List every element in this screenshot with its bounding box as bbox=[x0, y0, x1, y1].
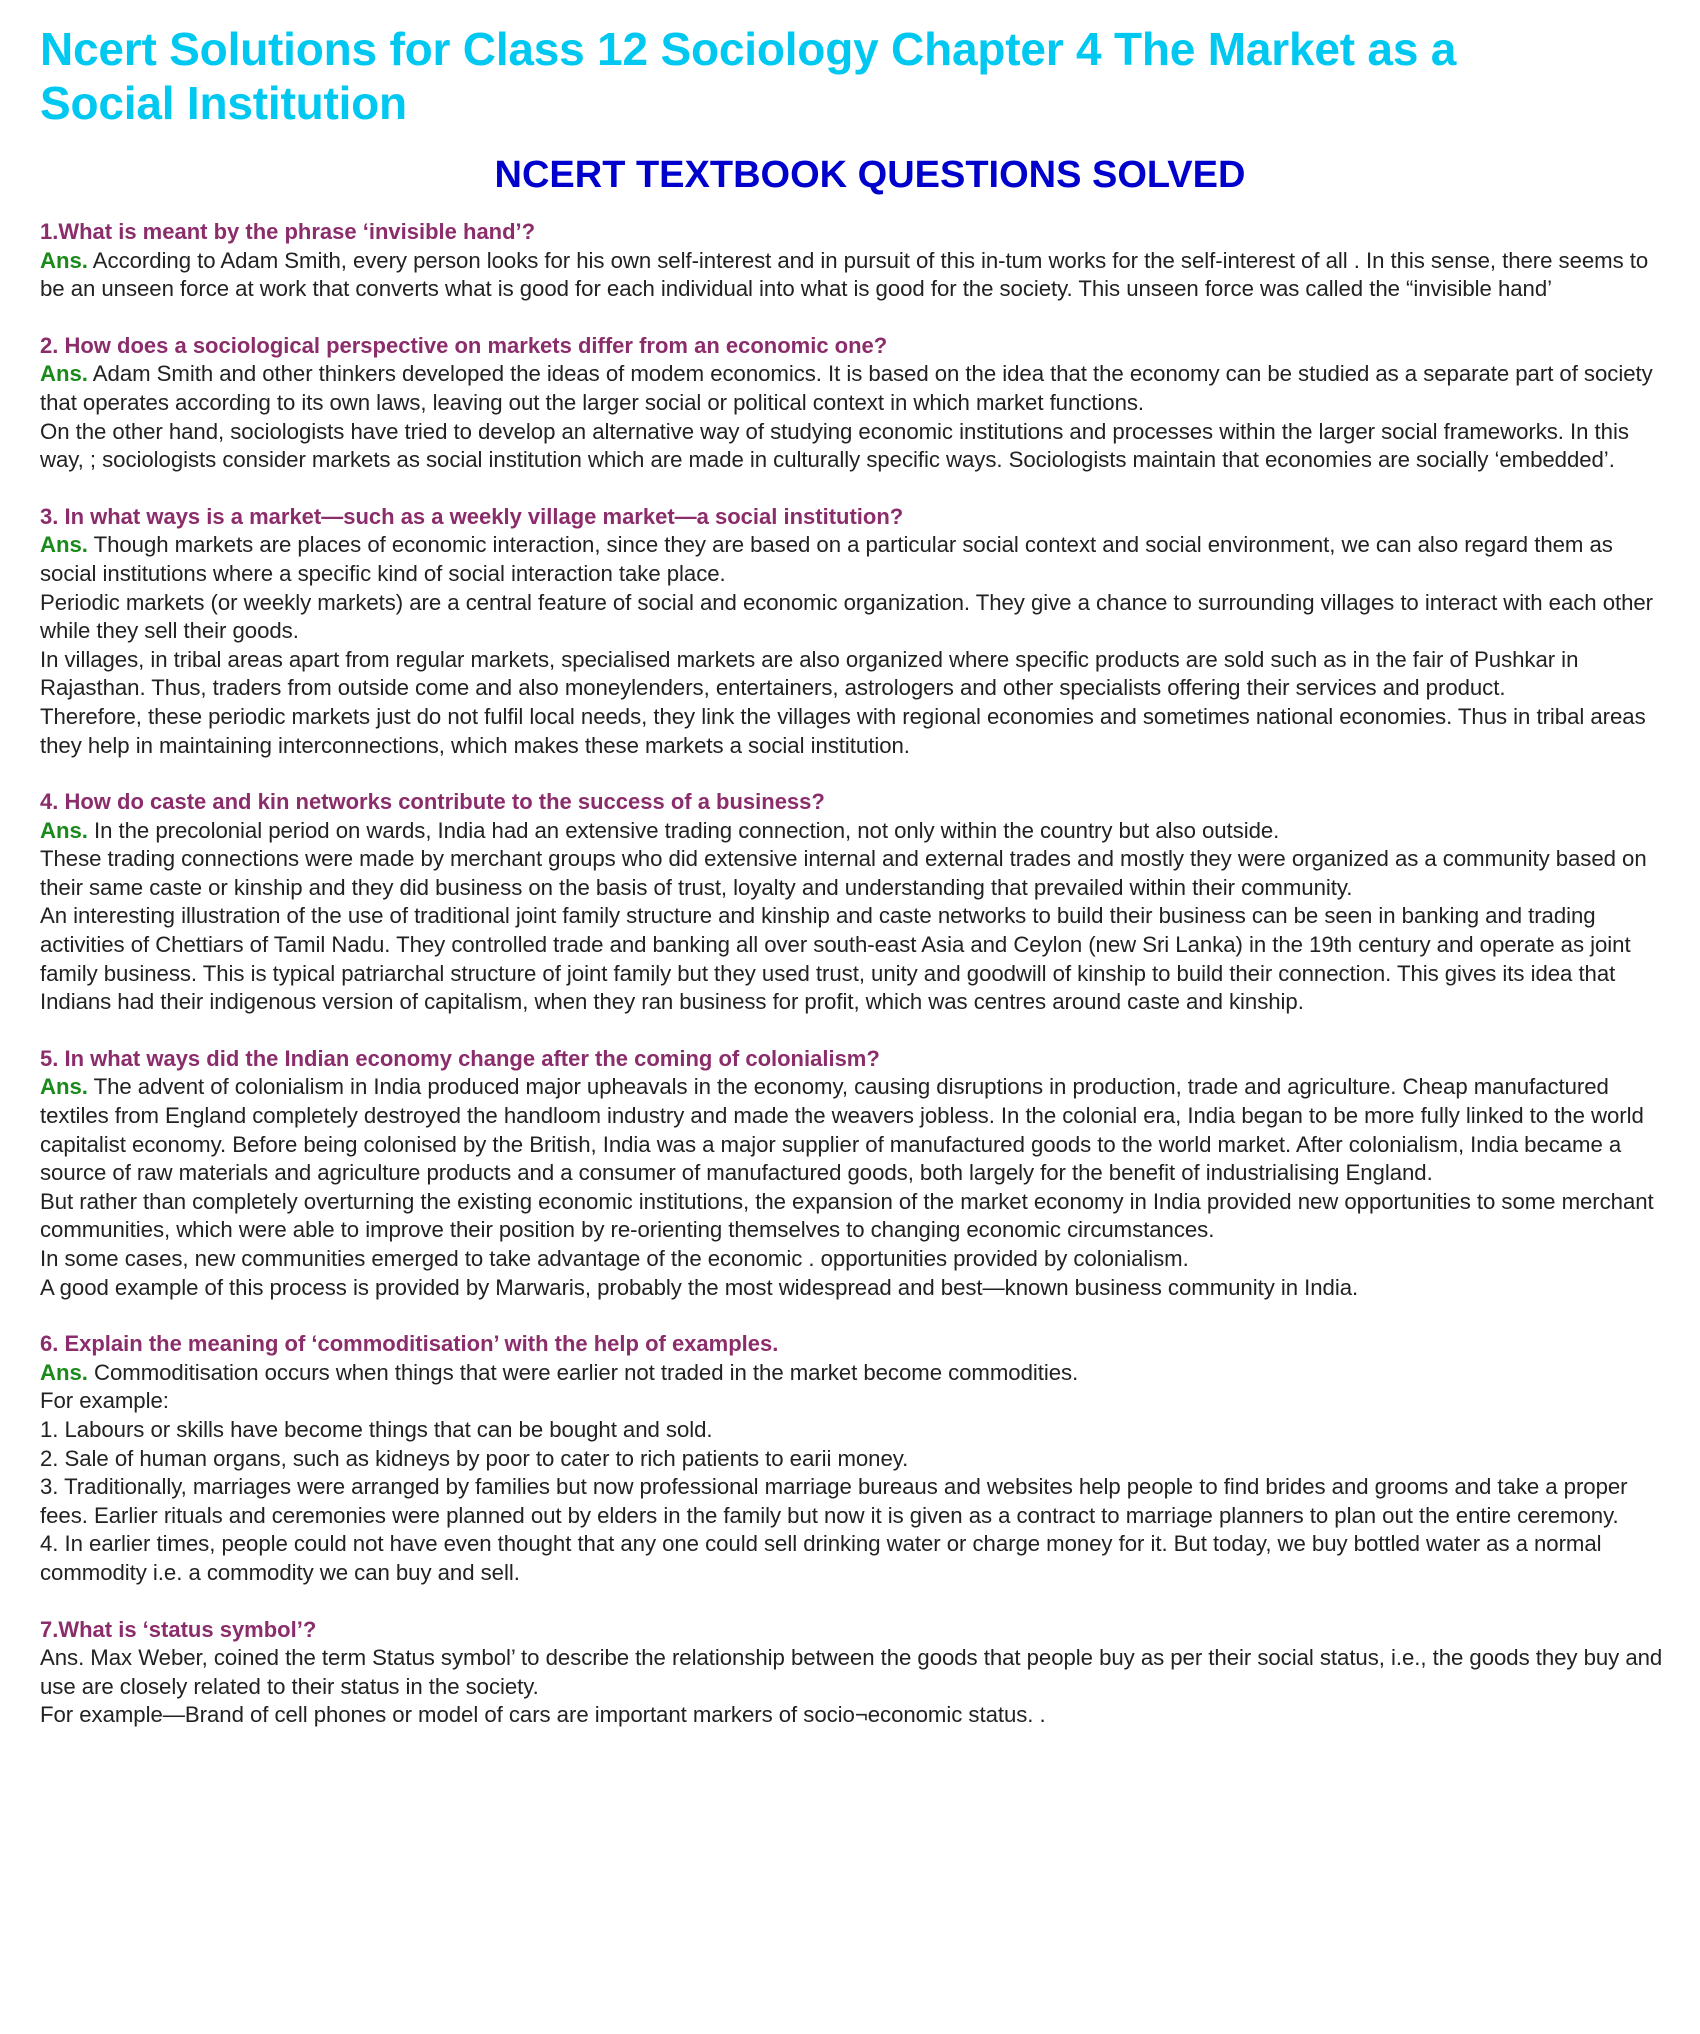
answer-label: Ans. bbox=[40, 1359, 88, 1385]
answer-paragraph: A good example of this process is provided by Marwaris, probably the most widespread and best—known business community in India. bbox=[40, 1274, 1359, 1300]
answer-paragraph: On the other hand, sociologists have tried to develop an alternative way of studying economic institutions and processes within the larger social frameworks. In this way, ; sociologists consider markets as social institution which are made in culturally specific ways. Sociologists maintain that economies are socially ‘embedded’. bbox=[40, 418, 1629, 473]
document-page bbox=[40, 22, 1670, 1758]
qa-item-7 bbox=[40, 1616, 1670, 1730]
answer-text bbox=[40, 1073, 1670, 1187]
answer-label: Ans. bbox=[40, 247, 88, 273]
answer-first-paragraph: In the precolonial period on wards, India had an extensive trading connection, not only within the country but also outside. bbox=[87, 817, 1280, 843]
answer-paragraph: In villages, in tribal areas apart from regular markets, specialised markets are also organized where specific products are sold such as in the fair of Pushkar in Rajasthan. Thus, traders from outside come and also moneylenders, entertainers, astrologers and other specialists offering their services and product. bbox=[40, 646, 1579, 701]
answer-paragraph: But rather than completely overturning the existing economic institutions, the expansion of the market economy in India provided new opportunities to some merchant communities, which were able to improve their position by re-orienting themselves to changing economic circumstances. bbox=[40, 1188, 1654, 1243]
answer-list-item: 4. In earlier times, people could not have even thought that any one could sell drinking water or charge money for it. But today, we buy bottled water as a normal commodity i.e. a commodity we can buy and sell. bbox=[40, 1531, 1602, 1585]
answer-first-paragraph: Though markets are places of economic interaction, since they are based on a particular social context and social environment, we can also regard them as social institutions where a specific kind of social interaction take place. bbox=[40, 532, 1613, 586]
answer-first-paragraph: The advent of colonialism in India produced major upheavals in the economy, causing disruptions in production, trade and agriculture. Cheap manufactured textiles from England completely destroyed the handloom industry and made the weavers jobless. In the colonial era, India began to be more fully linked to the world capitalist economy. Before being colonised by the British, India was a major supplier of manufactured goods to the world market. After colonialism, India became a source of raw materials and agriculture products and a consumer of manufactured goods, both largely for the benefit of industrialising England. bbox=[40, 1074, 1644, 1186]
question-text: 7.What is ‘status symbol’? bbox=[40, 1616, 317, 1642]
answer-paragraph: For example—Brand of cell phones or model of cars are important markers of socio¬economic status. . bbox=[40, 1702, 1046, 1728]
qa-item-2 bbox=[40, 332, 1670, 475]
answer-list-item: 2. Sale of human organs, such as kidneys by poor to cater to rich patients to earii money. bbox=[40, 1445, 909, 1471]
qa-item-3 bbox=[40, 503, 1670, 760]
answer-text: Ans. Max Weber, coined the term Status symbol’ to describe the relationship between the goods that people buy as per their social status, i.e., the goods they buy and use are closely related to their status in the society. bbox=[40, 1645, 1663, 1699]
question-text: 3. In what ways is a market—such as a weekly village market—a social institution? bbox=[40, 503, 904, 529]
question-text: 2. How does a sociological perspective on markets differ from an economic one? bbox=[40, 332, 888, 358]
question-text: 5. In what ways did the Indian economy change after the coming of colonialism? bbox=[40, 1045, 880, 1071]
answer-label: Ans. bbox=[40, 1074, 88, 1100]
page-title bbox=[40, 22, 1670, 130]
answer-text bbox=[40, 1359, 1670, 1388]
answer-list-item: 3. Traditionally, marriages were arranged by families but now professional marriage bureaus and websites help people to find brides and grooms and take a proper fees. Earlier rituals and ceremonies were planned out by elders in the family but now it is given as a contract to marriage planners to plan out the entire ceremony. bbox=[40, 1474, 1628, 1528]
answer-paragraph: An interesting illustration of the use of traditional joint family structure and kinship and caste networks to build their business can be seen in banking and trading activities of Chettiars of Tamil Nadu. They controlled trade and banking all over south-east Asia and Ceylon (new Sri Lanka) in the 19th century and operate as joint family business. This is typical patriarchal structure of joint family but they used trust, unity and goodwill of kinship to build their connection. This gives its idea that Indians had their indigenous version of capitalism, when they ran business for profit, which was centres around caste and kinship. bbox=[40, 903, 1631, 1015]
answer-label: Ans. bbox=[40, 817, 88, 843]
question-text: 6. Explain the meaning of ‘commoditisation’ with the help of examples. bbox=[40, 1331, 779, 1357]
answer-paragraph: Periodic markets (or weekly markets) are a central feature of social and economic organization. They give a chance to surrounding villages to interact with each other while they sell their goods. bbox=[40, 589, 1654, 644]
qa-item-5 bbox=[40, 1045, 1670, 1302]
answer-text bbox=[40, 247, 1670, 304]
answer-paragraph: For example: bbox=[40, 1388, 169, 1414]
answer-paragraph: Therefore, these periodic markets just do not fulfil local needs, they link the villages with regional economies and sometimes national economies. Thus in tribal areas they help in maintaining interconnections, which makes these markets a social institution. bbox=[40, 703, 1646, 758]
question-text: 4. How do caste and kin networks contribute to the success of a business? bbox=[40, 789, 825, 815]
answer-label: Ans. bbox=[40, 532, 88, 558]
answer-list-item: 1. Labours or skills have become things that can be bought and sold. bbox=[40, 1416, 713, 1442]
answer-first-paragraph: Adam Smith and other thinkers developed the ideas of modem economics. It is based on the idea that the economy can be studied as a separate part of society that operates according to its own laws, leaving out the larger social or political context in which market functions. bbox=[40, 361, 1653, 415]
answer-text bbox=[40, 360, 1670, 417]
qa-item-6 bbox=[40, 1330, 1670, 1587]
answer-paragraph: These trading connections were made by merchant groups who did extensive internal and external trades and mostly they were organized as a community based on their same caste or kinship and they did business on the basis of trust, loyalty and understanding that prevailed within their community. bbox=[40, 846, 1647, 900]
answer-label: Ans. bbox=[40, 361, 88, 387]
answer-text bbox=[40, 817, 1670, 846]
answer-paragraph: In some cases, new communities emerged to take advantage of the economic . opportunities provided by colonialism. bbox=[40, 1246, 1189, 1271]
section-heading: NCERT TEXTBOOK QUESTIONS SOLVED bbox=[494, 154, 1246, 196]
page-title-line-1: Ncert Solutions for Class 12 Sociology Chapter 4 The Market as a bbox=[40, 23, 1457, 75]
question-text: 1.What is meant by the phrase ‘invisible hand’? bbox=[40, 219, 536, 244]
qa-item-4 bbox=[40, 788, 1670, 1017]
page-title-line-2: Social Institution bbox=[40, 77, 407, 129]
answer-text bbox=[40, 531, 1670, 588]
answer-first-paragraph: Commoditisation occurs when things that were earlier not traded in the market become commodities. bbox=[87, 1359, 1079, 1385]
qa-list bbox=[40, 218, 1670, 1730]
qa-item-1 bbox=[40, 218, 1670, 304]
answer-first-paragraph: According to Adam Smith, every person looks for his own self-interest and in pursuit of this in-tum works for the self-interest of all . In this sense, there seems to be an unseen force at work that converts what is good for each individual into what is good for the society. This unseen force was called the “invisible hand’ bbox=[40, 247, 1649, 302]
